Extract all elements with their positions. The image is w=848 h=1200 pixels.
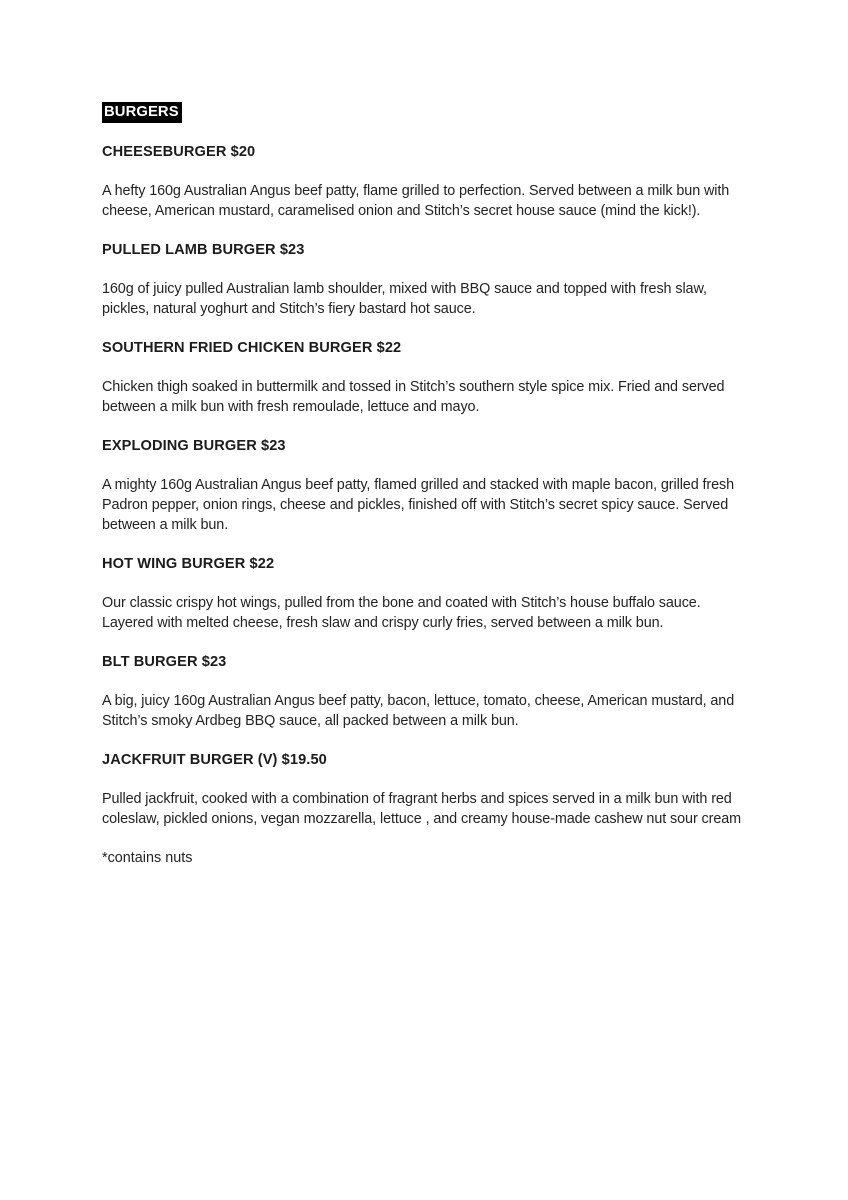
menu-item — [102, 554, 748, 633]
menu-item — [102, 338, 748, 417]
menu-item — [102, 240, 748, 319]
section-header: BURGERS — [102, 102, 182, 123]
menu-item-description: A hefty 160g Australian Angus beef patty, flame grilled to perfection. Served between a milk bun with cheese, American mustard, caramelised onion and Stitch’s secret house sauce (mind the kick!). — [102, 183, 730, 219]
menu-item — [102, 652, 748, 731]
menu-item — [102, 142, 748, 221]
menu-item-title: CHEESEBURGER $20 — [102, 144, 256, 160]
menu-item-description: Pulled jackfruit, cooked with a combination of fragrant herbs and spices served in a milk bun with red coleslaw, pickled onions, vegan mozzarella, lettuce , and creamy house-made cashew nut sour cream — [102, 791, 742, 827]
menu-item-title: JACKFRUIT BURGER (V) $19.50 — [102, 752, 327, 768]
contains-nuts-footnote: *contains nuts — [102, 850, 193, 866]
menu-item-description: A mighty 160g Australian Angus beef patty, flamed grilled and stacked with maple bacon, grilled fresh Padron pepper, onion rings, cheese and pickles, finished off with Stitch’s secret spicy sauce. Served between a milk bun. — [102, 477, 734, 533]
menu-item — [102, 750, 748, 829]
menu-item-title: EXPLODING BURGER $23 — [102, 438, 286, 454]
section-header-row — [102, 102, 748, 123]
menu-item-title: PULLED LAMB BURGER $23 — [102, 242, 305, 258]
menu-item-title: SOUTHERN FRIED CHICKEN BURGER $22 — [102, 340, 402, 356]
menu-item-description: A big, juicy 160g Australian Angus beef patty, bacon, lettuce, tomato, cheese, American mustard, and Stitch’s smoky Ardbeg BBQ sauce, all packed between a milk bun. — [102, 693, 735, 729]
menu-item-title: HOT WING BURGER $22 — [102, 556, 275, 572]
menu-content — [102, 102, 748, 868]
menu-item-description: 160g of juicy pulled Australian lamb shoulder, mixed with BBQ sauce and topped with fresh slaw, pickles, natural yoghurt and Stitch’s fiery bastard hot sauce. — [102, 281, 707, 317]
menu-item-description: Chicken thigh soaked in buttermilk and tossed in Stitch’s southern style spice mix. Fried and served between a milk bun with fresh remoulade, lettuce and mayo. — [102, 379, 725, 415]
menu-item-description: Our classic crispy hot wings, pulled from the bone and coated with Stitch’s house buffalo sauce. Layered with melted cheese, fresh slaw and crispy curly fries, served between a milk bun. — [102, 595, 701, 631]
menu-item — [102, 436, 748, 535]
menu-item-title: BLT BURGER $23 — [102, 654, 227, 670]
